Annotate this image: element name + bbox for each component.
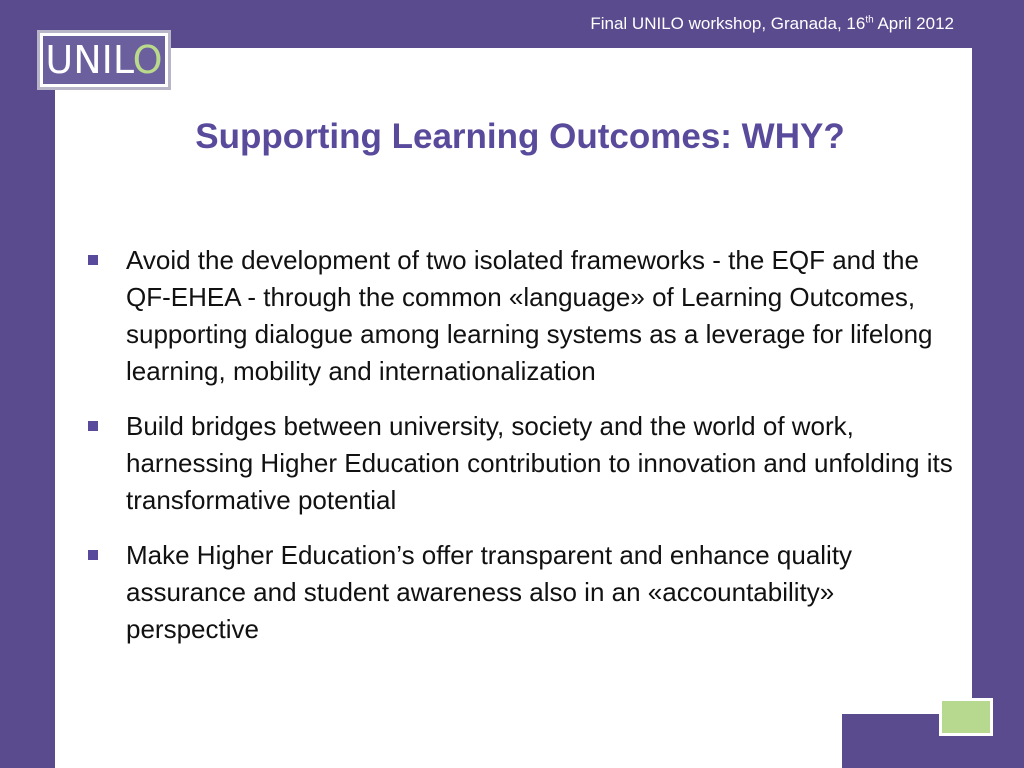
unilo-logo (37, 30, 171, 90)
workshop-header-sup: th (865, 14, 874, 26)
bullet-text: Build bridges between university, society and the world of work, harnessing Higher Education contribution to innovation and unfolding its transformative potential (126, 411, 953, 515)
bullet-item (88, 242, 968, 390)
bullet-item (88, 537, 968, 648)
workshop-header-prefix: Final UNILO workshop, Granada, 16 (590, 14, 866, 33)
bullet-text: Make Higher Education’s offer transparent and enhance quality assurance and student awareness also in an «accountability» perspective (126, 540, 853, 644)
bullet-item (88, 408, 968, 519)
logo-inner (43, 36, 165, 84)
slide-title: Supporting Learning Outcomes: WHY? (195, 117, 845, 156)
decorative-green-square (939, 698, 993, 736)
square-bullet-icon (88, 255, 98, 265)
bullet-text: Avoid the development of two isolated frameworks - the EQF and the QF-EHEA - through the common «language» of Learning Outcomes, supporting dialogue among learning systems as a leverage for lifelong learning, mobility and internationalization (126, 245, 933, 386)
bullet-list (88, 242, 968, 666)
square-bullet-icon (88, 421, 98, 431)
square-bullet-icon (88, 550, 98, 560)
workshop-header (590, 14, 954, 34)
logo-text (45, 38, 162, 82)
workshop-header-suffix: April 2012 (873, 14, 954, 33)
logo-text-main: UNIL (45, 38, 133, 82)
logo-text-accent: O (132, 38, 163, 82)
